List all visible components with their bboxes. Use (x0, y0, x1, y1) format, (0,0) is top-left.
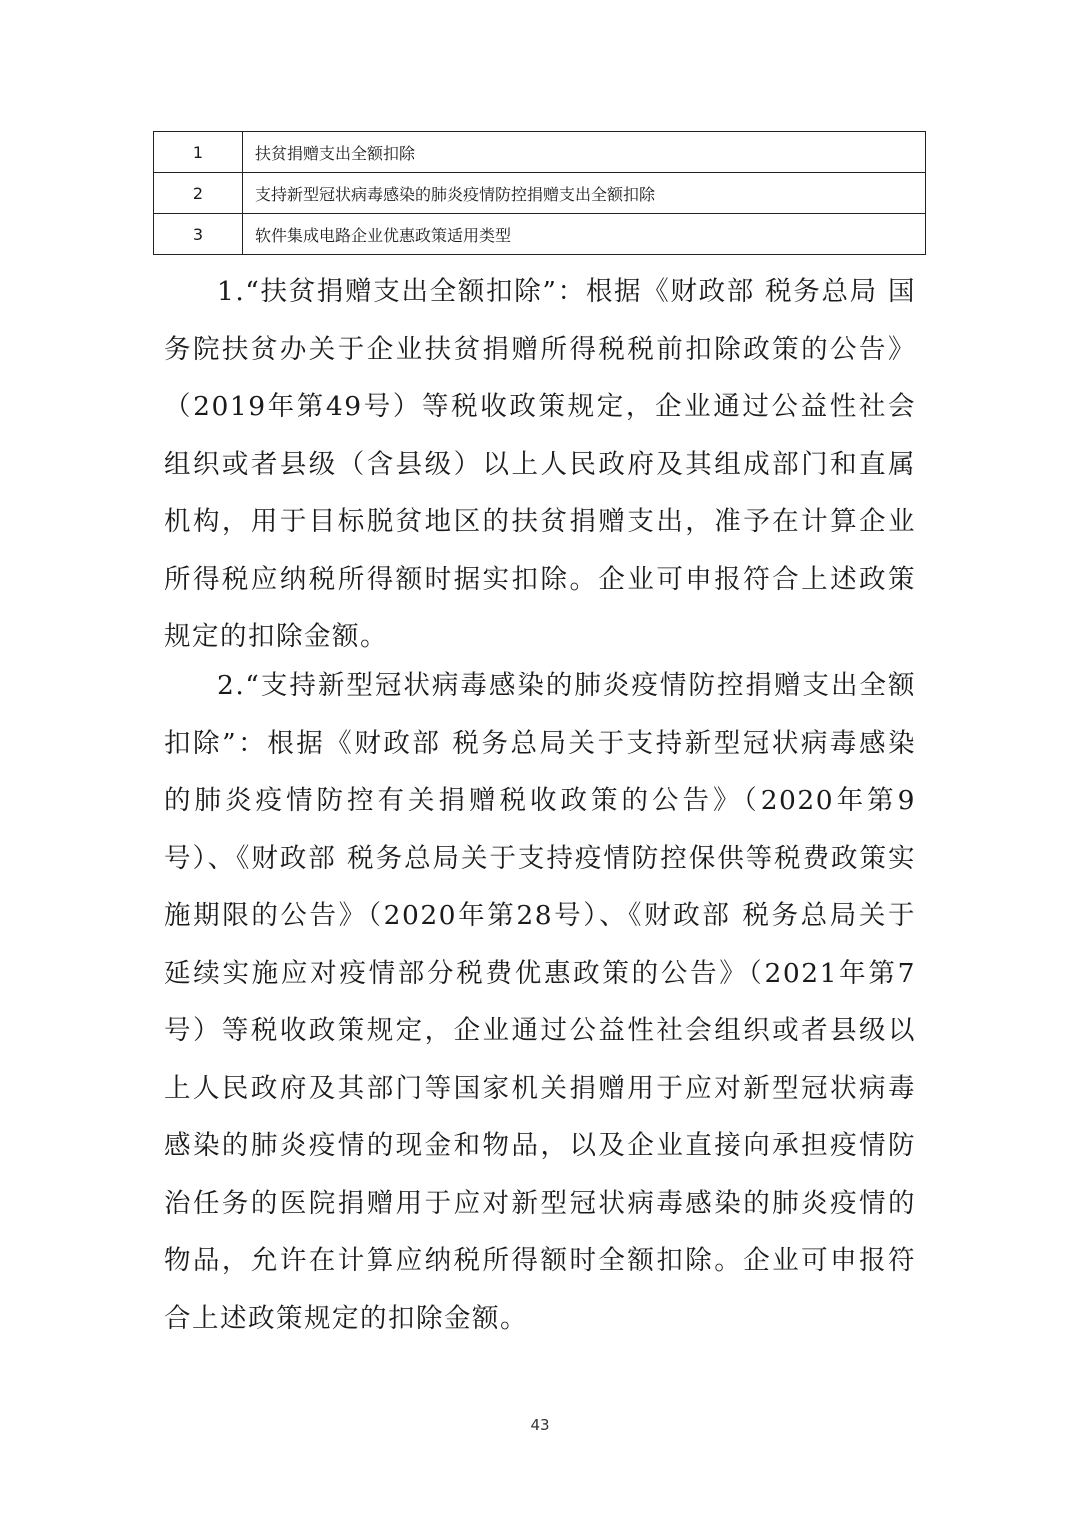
paragraph-1 (164, 263, 916, 666)
row-number: 1 (154, 132, 243, 173)
table-row (154, 132, 926, 173)
page-number: 43 (530, 1416, 550, 1434)
row-text: 软件集成电路企业优惠政策适用类型 (243, 214, 926, 255)
policy-table (153, 131, 926, 255)
table-row (154, 214, 926, 255)
table-row (154, 173, 926, 214)
row-text: 支持新型冠状病毒感染的肺炎疫情防控捐赠支出全额扣除 (243, 173, 926, 214)
row-text: 扶贫捐赠支出全额扣除 (243, 132, 926, 173)
paragraph-2 (164, 657, 916, 1347)
paragraph-text: 1.“扶贫捐赠支出全额扣除”：根据《财政部 税务总局 国务院扶贫办关于企业扶贫捐赠所得税税前扣除政策的公告》（2019年第49号）等税收政策规定，企业通过公益性社会组织或者县级（含县级）以上人民政府及其组成部门和直属机构，用于目标脱贫地区的扶贫捐赠支出，准予在计算企业所得税应纳税所得额时据实扣除。企业可申报符合上述政策规定的扣除金额。 (164, 276, 916, 652)
paragraph-text: 2.“支持新型冠状病毒感染的肺炎疫情防控捐赠支出全额扣除”：根据《财政部 税务总局关于支持新型冠状病毒感染的肺炎疫情防控有关捐赠税收政策的公告》（2020年第9号）、《财政部 税务总局关于支持疫情防控保供等税费政策实施期限的公告》（2020年第28号）、《财政部 税务总局关于延续实施应对疫情部分税费优惠政策的公告》（2021年第7号）等税收政策规定，企业通过公益性社会组织或者县级以上人民政府及其部门等国家机关捐赠用于应对新型冠状病毒感染的肺炎疫情的现金和物品，以及企业直接向承担疫情防治任务的医院捐赠用于应对新型冠状病毒感染的肺炎疫情的物品，允许在计算应纳税所得额时全额扣除。企业可申报符合上述政策规定的扣除金额。 (164, 670, 916, 1334)
row-number: 3 (154, 214, 243, 255)
row-number: 2 (154, 173, 243, 214)
